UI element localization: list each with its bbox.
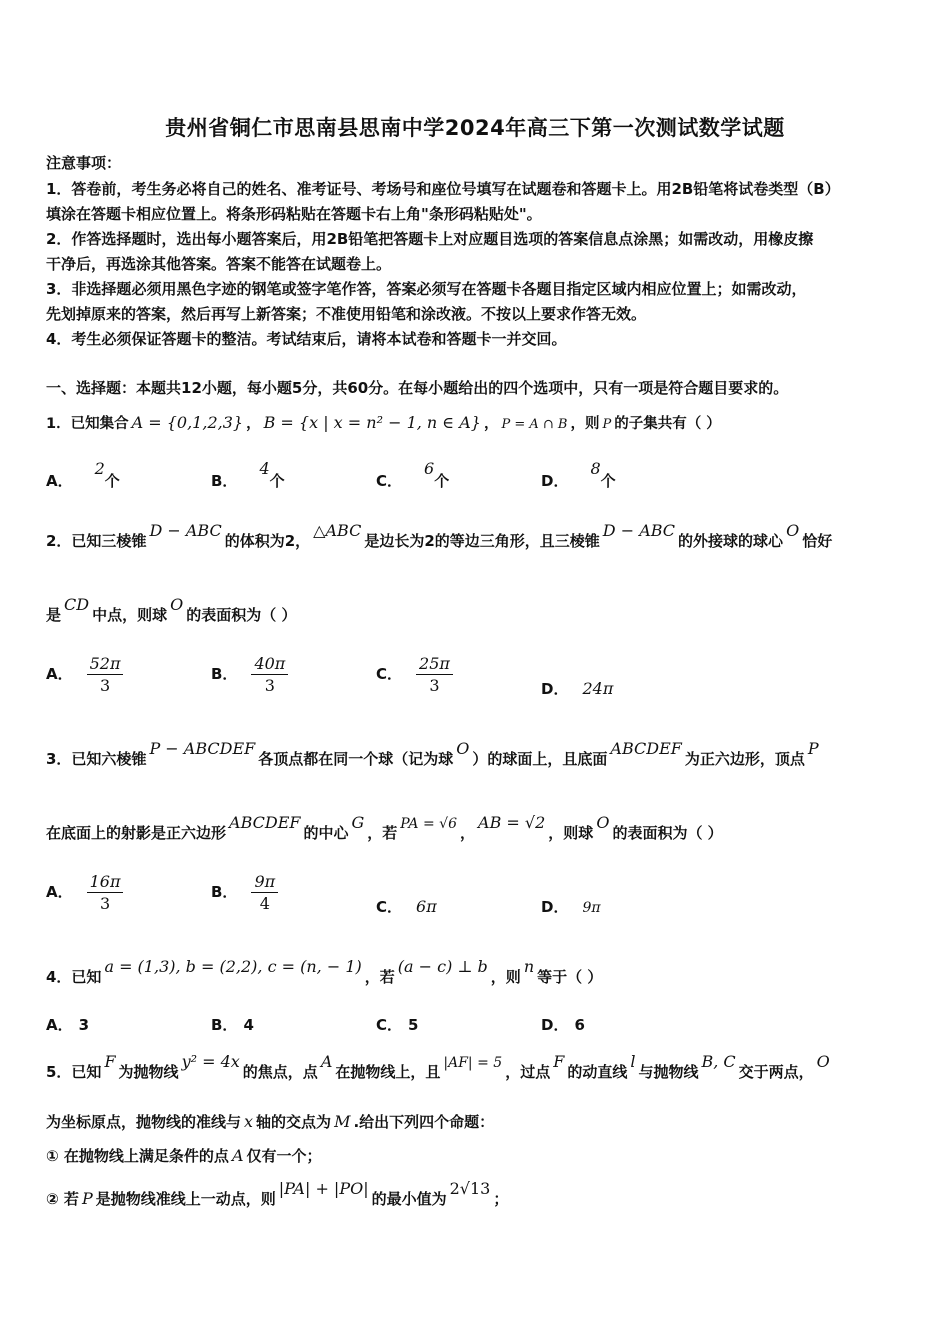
- q5-text-j: 轴的交点为: [256, 1113, 332, 1131]
- option-label: B．: [211, 472, 238, 490]
- q5-focus-f-2: F: [553, 1052, 565, 1071]
- p2-point-p: P: [81, 1189, 93, 1208]
- question-5-line-1: [46, 1052, 833, 1082]
- fraction-numerator: 9π: [251, 872, 278, 893]
- option-label: D．: [541, 1016, 569, 1034]
- fraction-numerator: 25π: [416, 654, 453, 675]
- q1-text-b: ，: [246, 416, 261, 432]
- option-label: C．: [376, 665, 403, 683]
- question-5-line-2: [46, 1111, 494, 1132]
- q1-option-c: [376, 459, 450, 491]
- q5-text-h: 交于两点，: [738, 1063, 814, 1081]
- q5-text-a: 5．已知: [46, 1063, 102, 1081]
- q3-hexagon: ABCDEF: [229, 813, 301, 832]
- note-line-2: 填涂在答题卡相应位置上。将条形码粘贴在答题卡右上角"条形码粘贴处"。: [46, 205, 542, 223]
- q3-pa: PA = √6: [400, 816, 458, 832]
- q5-text-k: .给出下列四个命题：: [353, 1113, 495, 1131]
- p2-text-d: ；: [493, 1190, 509, 1208]
- q5-points-bc: B, C: [701, 1052, 736, 1071]
- q1-option-d: [541, 459, 616, 491]
- fraction-numerator: 52π: [87, 654, 124, 675]
- note-line-5: 3．非选择题必须用黑色字迹的钢笔或签字笔作答，答案必须写在答题卡各题目指定区域内相应位置上；如需改动，: [46, 280, 807, 298]
- option-fraction: [416, 654, 453, 695]
- fraction-denominator: 3: [99, 894, 111, 913]
- q3-pyramid: P − ABCDEF: [149, 739, 256, 758]
- q3-text-e: 在底面上的射影是正六边形: [46, 824, 227, 842]
- option-unit: 个: [434, 472, 450, 490]
- q1-text-e: 的子集共有（ ）: [614, 416, 721, 432]
- p2-min-value: 2√13: [449, 1179, 491, 1198]
- q5-proposition-1: [46, 1145, 322, 1166]
- option-unit: 个: [269, 472, 285, 490]
- p1-text-a: ① 在抛物线上满足条件的点: [46, 1147, 229, 1165]
- q5-text-c: 的焦点，点: [242, 1063, 318, 1081]
- option-label: D．: [541, 680, 569, 698]
- option-label: A．: [46, 472, 73, 490]
- fraction-denominator: 3: [429, 676, 440, 695]
- q3-text-j: 的表面积为（ ）: [612, 824, 723, 842]
- q4-text-d: 等于（ ）: [537, 968, 603, 986]
- q5-origin-o: O: [816, 1052, 830, 1071]
- q5-line-l: l: [630, 1052, 636, 1071]
- q2-text-d: 的外接球的球心: [678, 532, 784, 550]
- q2-text-b: 的体积为2，: [224, 532, 311, 550]
- q5-text-i: 为坐标原点，抛物线的准线与: [46, 1113, 242, 1131]
- q2-text-a: 2．已知三棱锥: [46, 532, 147, 550]
- p2-text-c: 的最小值为: [371, 1190, 447, 1208]
- note-line-4: 干净后，再选涂其他答案。答案不能答在试题卷上。: [46, 255, 392, 273]
- q1-text-c: ，: [483, 416, 499, 432]
- q5-text-e: ，过点: [505, 1063, 551, 1081]
- q3-text-i: ，则球: [548, 824, 594, 842]
- q4-option-c: [376, 1014, 418, 1035]
- option-label: C．: [376, 898, 403, 916]
- q3-option-c: [376, 896, 437, 917]
- q2-pyramid-2: D − ABC: [602, 521, 676, 540]
- option-value: 6: [424, 459, 435, 478]
- q3-center-g: G: [351, 813, 365, 832]
- q4-perpendicular: (a − c) ⊥ b: [397, 957, 488, 976]
- option-label: D．: [541, 472, 569, 490]
- option-fraction: [87, 872, 124, 913]
- q3-text-h: ，: [460, 824, 476, 842]
- option-unit: 个: [600, 472, 616, 490]
- q3-text-b: 各顶点都在同一个球（记为球: [258, 750, 454, 768]
- p2-text-b: 是抛物线准线上一动点，则: [95, 1190, 276, 1208]
- q1-text-d: ，则: [570, 416, 600, 432]
- fraction-numerator: 16π: [87, 872, 124, 893]
- option-label: A．: [46, 1016, 73, 1034]
- section-heading: 一、选择题：本题共12小题，每小题5分，共60分。在每小题给出的四个选项中，只有一项是符合题目要求的。: [46, 379, 789, 397]
- option-value: 8: [590, 459, 601, 478]
- option-unit: 个: [104, 472, 120, 490]
- q5-text-f: 的动直线: [567, 1063, 628, 1081]
- p1-point-a: A: [231, 1146, 244, 1165]
- q3-text-a: 3．已知六棱锥: [46, 750, 147, 768]
- option-value: 5: [408, 1016, 419, 1034]
- q4-option-d: [541, 1014, 585, 1035]
- note-line-3: 2．作答选择题时，选出每小题答案后，用2B铅笔把答题卡上对应题目选项的答案信息点涂黑；如需改动，用橡皮擦: [46, 230, 814, 248]
- q5-point-a: A: [320, 1052, 333, 1071]
- q3-text-g: ，若: [367, 824, 398, 842]
- q5-x-axis: x: [244, 1112, 254, 1131]
- q4-text-c: ，则: [490, 968, 521, 986]
- option-value: 4: [243, 1016, 254, 1034]
- notes-heading: 注意事项：: [46, 154, 122, 172]
- option-label: B．: [211, 883, 238, 901]
- q5-text-g: 与抛物线: [638, 1063, 699, 1081]
- fraction-denominator: 4: [259, 894, 270, 913]
- option-label: D．: [541, 898, 569, 916]
- q2-text-g: 中点，则球: [92, 606, 168, 624]
- q1-p: P: [602, 417, 612, 432]
- q3-sphere-o-2: O: [596, 813, 610, 832]
- q2-option-b: [211, 654, 288, 695]
- q3-text-c: ）的球面上，且底面: [472, 750, 608, 768]
- note-line-1: 1．答卷前，考生务必将自己的姓名、准考证号、考场号和座位号填写在试题卷和答题卡上。用2B铅笔将试卷类型（B）: [46, 180, 840, 198]
- q5-focus-f: F: [104, 1052, 116, 1071]
- q1-option-a: [46, 459, 120, 491]
- q4-vectors: a = (1,3), b = (2,2), c = (n, − 1): [104, 957, 362, 976]
- question-2-line-2: [46, 595, 297, 625]
- question-4: [46, 957, 603, 987]
- q5-point-m: M: [334, 1112, 351, 1131]
- q2-text-f: 是: [46, 606, 62, 624]
- fraction-numerator: 40π: [251, 654, 288, 675]
- q2-triangle: △ABC: [313, 521, 362, 540]
- question-1: [46, 412, 721, 433]
- q1-set-a: A = {0,1,2,3}: [131, 413, 244, 432]
- page-title: 贵州省铜仁市思南县思南中学2024年高三下第一次测试数学试题: [165, 116, 785, 140]
- option-value: 3: [78, 1016, 90, 1034]
- q2-sphere-o: O: [170, 595, 184, 614]
- option-label: C．: [376, 472, 403, 490]
- q2-text-c: 是边长为2的等边三角形，且三棱锥: [364, 532, 600, 550]
- note-line-6: 先划掉原来的答案，然后再写上新答案；不准使用铅笔和涂改液。不按以上要求作答无效。: [46, 305, 647, 323]
- q5-af: |AF| = 5: [443, 1055, 503, 1071]
- p2-sum: |PA| + |PO|: [278, 1179, 369, 1198]
- q3-option-b: [211, 872, 278, 913]
- q3-text-d: 为正六边形，顶点: [684, 750, 805, 768]
- fraction-denominator: 3: [99, 676, 111, 695]
- fraction-denominator: 3: [264, 676, 275, 695]
- q2-text-e: 恰好: [802, 532, 833, 550]
- q3-sphere-o: O: [456, 739, 470, 758]
- option-value: 2: [94, 459, 105, 478]
- q3-option-a: [46, 872, 123, 913]
- question-2-line-1: [46, 521, 833, 551]
- q1-set-b: B = {x | x = n² − 1, n ∈ A}: [263, 413, 481, 432]
- option-label: B．: [211, 1016, 238, 1034]
- q3-base: ABCDEF: [610, 739, 682, 758]
- option-label: B．: [211, 665, 238, 683]
- q4-text-b: ，若: [364, 968, 395, 986]
- option-value: 4: [259, 459, 270, 478]
- q3-option-d: [541, 896, 601, 917]
- p1-text-b: 仅有一个；: [246, 1147, 322, 1165]
- note-line-7: 4．考生必须保证答题卡的整洁。考试结束后，请将本试卷和答题卡一并交回。: [46, 330, 567, 348]
- q3-ab: AB = √2: [478, 813, 546, 832]
- q4-text-a: 4．已知: [46, 968, 102, 986]
- q2-center-o: O: [786, 521, 800, 540]
- p2-text-a: ② 若: [46, 1190, 79, 1208]
- q2-option-c: [376, 654, 453, 695]
- question-3-line-1: [46, 739, 822, 769]
- q3-text-f: 的中心: [303, 824, 349, 842]
- q4-option-a: [46, 1014, 89, 1035]
- q1-option-b: [211, 459, 285, 491]
- q2-option-a: [46, 654, 123, 695]
- q3-vertex-p: P: [807, 739, 819, 758]
- option-label: A．: [46, 665, 73, 683]
- q2-pyramid: D − ABC: [149, 521, 222, 540]
- q5-proposition-2: [46, 1179, 509, 1209]
- q1-text-a: 1．已知集合: [46, 416, 129, 432]
- q5-text-d: 在抛物线上，且: [335, 1063, 441, 1081]
- q1-set-p: P = A ∩ B: [501, 417, 568, 432]
- option-label: A．: [46, 883, 73, 901]
- q5-parabola: y² = 4x: [181, 1052, 240, 1071]
- option-fraction: [251, 872, 278, 913]
- option-value: 24π: [582, 679, 614, 698]
- q2-option-d: [541, 678, 613, 699]
- option-value: 9π: [582, 900, 601, 916]
- option-value: 6π: [416, 897, 437, 916]
- q4-option-b: [211, 1014, 254, 1035]
- q2-segment-cd: CD: [64, 595, 90, 614]
- q2-text-h: 的表面积为（ ）: [186, 606, 297, 624]
- option-label: C．: [376, 1016, 403, 1034]
- question-3-line-2: [46, 813, 723, 843]
- q4-n: n: [523, 957, 535, 976]
- option-value: 6: [574, 1016, 585, 1034]
- option-fraction: [251, 654, 288, 695]
- q5-text-b: 为抛物线: [118, 1063, 179, 1081]
- option-fraction: [87, 654, 124, 695]
